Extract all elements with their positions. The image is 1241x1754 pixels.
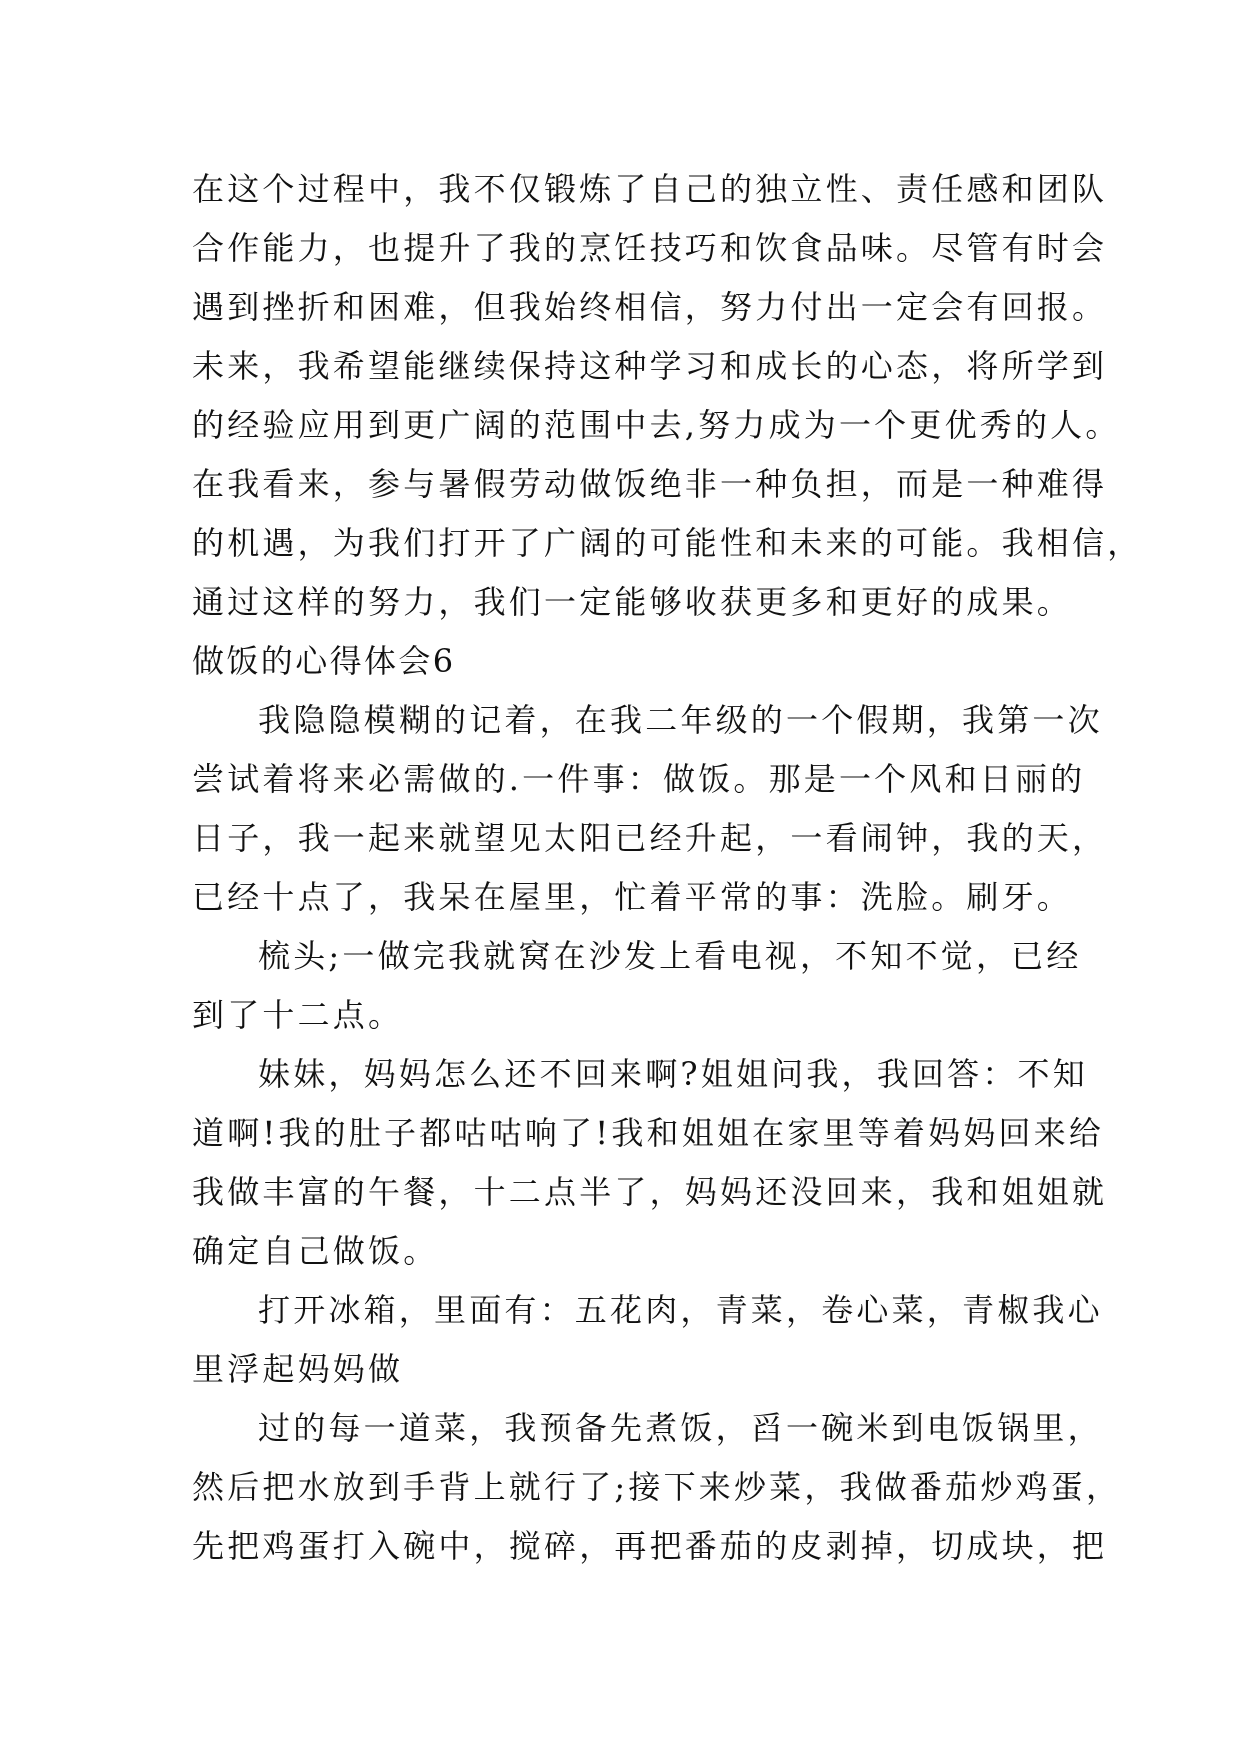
document-body: [192, 160, 1143, 1576]
text-line: 先把鸡蛋打入碗中，搅碎，再把番茄的皮剥掉，切成块，把: [192, 1527, 1108, 1565]
paragraph-first-line: 过的每一道菜，我预备先煮饭，舀一碗米到电饭锅里，: [258, 1409, 1103, 1447]
text-line: 里浮起妈妈做: [192, 1350, 404, 1388]
text-line: 然后把水放到手背上就行了;接下来炒菜，我做番茄炒鸡蛋，: [192, 1468, 1122, 1506]
text-line: 未来，我希望能继续保持这种学习和成长的心态，将所学到: [192, 347, 1108, 385]
text-line: 合作能力，也提升了我的烹饪技巧和饮食品味。尽管有时会: [192, 229, 1108, 267]
text-line: 遇到挫折和困难，但我始终相信，努力付出一定会有回报。: [192, 288, 1108, 326]
section-heading: 做饭的心得体会6: [192, 642, 456, 680]
text-line: 道啊!我的肚子都咕咕响了!我和姐姐在家里等着妈妈回来给: [192, 1114, 1105, 1152]
text-line: 在这个过程中，我不仅锻炼了自己的独立性、责任感和团队: [192, 170, 1108, 208]
text-line: 尝试着将来必需做的.一件事：做饭。那是一个风和日丽的: [192, 760, 1086, 798]
text-line: 的机遇，为我们打开了广阔的可能性和未来的可能。我相信，: [192, 524, 1143, 562]
text-line: 我做丰富的午餐，十二点半了，妈妈还没回来，我和姐姐就: [192, 1173, 1108, 1211]
text-line: 的经验应用到更广阔的范围中去,努力成为一个更优秀的人。: [192, 406, 1121, 444]
paragraph-first-line: 妹妹，妈妈怎么还不回来啊?姐姐问我，我回答：不知: [258, 1055, 1088, 1093]
paragraph-first-line: 打开冰箱，里面有：五花肉，青菜，卷心菜，青椒我心: [258, 1291, 1103, 1329]
text-line: 日子，我一起来就望见太阳已经升起，一看闹钟，我的天，: [192, 819, 1108, 857]
paragraph-first-line: 我隐隐模糊的记着，在我二年级的一个假期，我第一次: [258, 701, 1103, 739]
text-line: 到了十二点。: [192, 996, 404, 1034]
paragraph-first-line: 梳头;一做完我就窝在沙发上看电视，不知不觉，已经: [258, 937, 1082, 975]
text-line: 在我看来，参与暑假劳动做饭绝非一种负担，而是一种难得: [192, 465, 1108, 503]
text-line: 确定自己做饭。: [192, 1232, 439, 1270]
text-line: 通过这样的努力，我们一定能够收获更多和更好的成果。: [192, 583, 1073, 621]
text-line: 已经十点了，我呆在屋里，忙着平常的事：洗脸。刷牙。: [192, 878, 1073, 916]
